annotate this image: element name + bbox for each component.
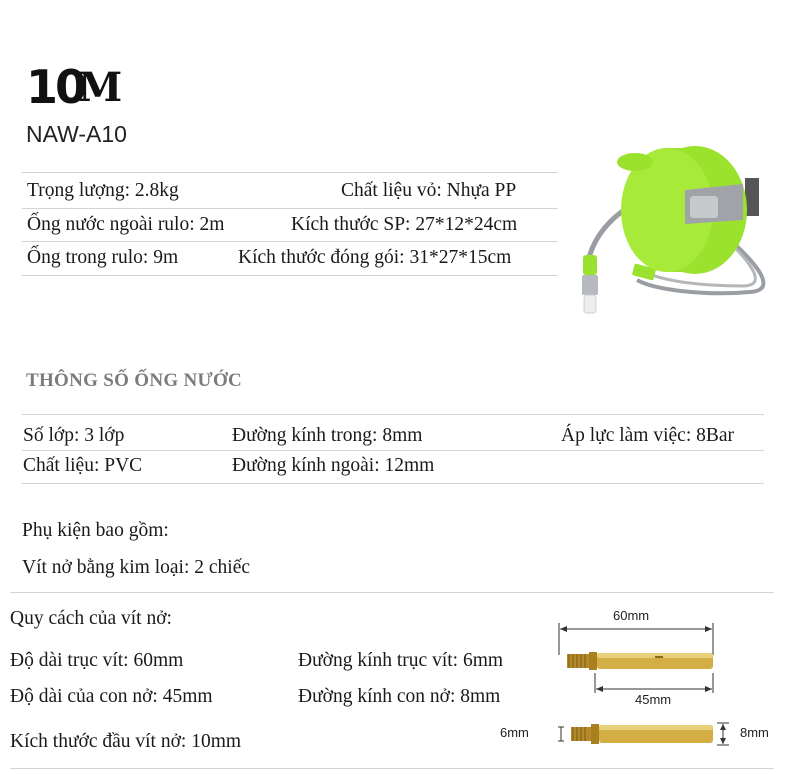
accessories-item: Vít nở bằng kim loại: 2 chiếc	[22, 557, 251, 578]
divider	[22, 450, 764, 451]
section-title: THÔNG SỐ ỐNG NƯỚC	[26, 370, 243, 391]
divider	[22, 172, 558, 173]
divider	[22, 414, 764, 415]
spec-package-size: Kích thước đóng gói: 31*27*15cm	[238, 247, 512, 268]
accessories-label: Phụ kiện bao gồm:	[22, 520, 169, 541]
hose-pressure: Áp lực làm việc: 8Bar	[561, 425, 735, 446]
anchor-sleeve-diameter: Đường kính con nở: 8mm	[298, 686, 501, 707]
capacity-number: 10	[26, 60, 85, 114]
spec-shell-material: Chất liệu vỏ: Nhựa PP	[341, 180, 517, 201]
hose-material: Chất liệu: PVC	[23, 455, 143, 476]
divider	[10, 592, 774, 593]
capacity-unit: M	[78, 64, 123, 111]
dim-shaft-diameter: 6mm	[500, 725, 529, 740]
anchor-sleeve-length: Độ dài của con nở: 45mm	[10, 686, 213, 707]
model-code: NAW-A10	[26, 121, 127, 147]
hose-layers: Số lớp: 3 lớp	[23, 425, 125, 446]
divider	[22, 208, 558, 209]
dim-total-length: 60mm	[613, 608, 650, 623]
spec-outer-hose: Ống nước ngoài rulo: 2m	[27, 214, 225, 235]
hose-inner-diameter: Đường kính trong: 8mm	[232, 425, 423, 446]
dim-sleeve-length: 45mm	[635, 692, 672, 707]
anchor-label: Quy cách của vít nở:	[10, 608, 172, 629]
anchor-shaft-length: Độ dài trục vít: 60mm	[10, 650, 184, 671]
divider	[22, 241, 558, 242]
divider	[22, 483, 764, 484]
divider	[10, 768, 774, 769]
spec-inner-hose: Ống trong rulo: 9m	[27, 247, 179, 268]
anchor-shaft-diameter: Đường kính trục vít: 6mm	[298, 650, 504, 671]
spec-weight: Trọng lượng: 2.8kg	[27, 180, 179, 201]
divider	[22, 275, 558, 276]
spec-product-size: Kích thước SP: 27*12*24cm	[291, 214, 518, 235]
dim-sleeve-diameter: 8mm	[740, 725, 769, 740]
anchor-bolt-diagram	[555, 615, 735, 755]
hose-outer-diameter: Đường kính ngoài: 12mm	[232, 455, 435, 476]
hose-reel-image	[575, 140, 785, 315]
anchor-head-size: Kích thước đầu vít nở: 10mm	[10, 731, 242, 752]
